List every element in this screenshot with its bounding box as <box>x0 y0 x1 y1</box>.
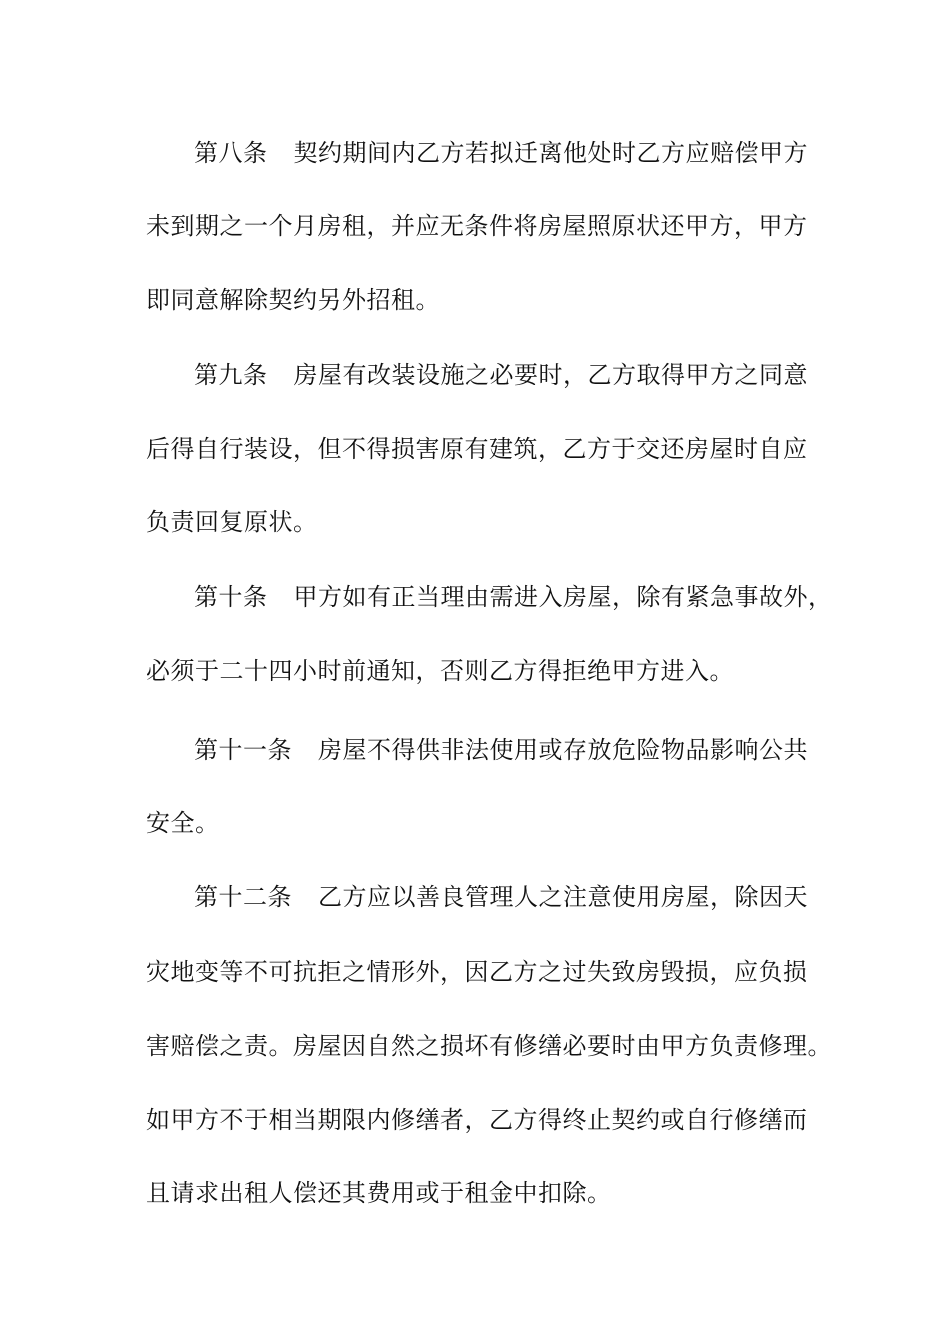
article-11-line-2: 安全。 <box>146 809 220 837</box>
article-heading: 第十一条 <box>194 736 292 764</box>
article-heading: 第十二条 <box>194 883 292 911</box>
article-8-line-1 <box>194 138 808 168</box>
article-text: 房屋不得供非法使用或存放危险物品影响公共 <box>318 736 808 764</box>
article-text: 乙方应以善良管理人之注意使用房屋，除因天 <box>318 883 808 911</box>
article-10-line-2: 必须于二十四小时前通知，否则乙方得拒绝甲方进入。 <box>146 657 734 685</box>
article-8-line-3: 即同意解除契约另外招租。 <box>146 286 440 314</box>
article-12-line-4: 如甲方不于相当期限内修缮者，乙方得终止契约或自行修缮而 <box>146 1106 808 1134</box>
article-heading: 第九条 <box>194 361 268 389</box>
article-12-line-2: 灾地变等不可抗拒之情形外，因乙方之过失致房毁损，应负损 <box>146 958 808 986</box>
article-heading: 第八条 <box>194 139 268 167</box>
article-12-line-5: 且请求出租人偿还其费用或于租金中扣除。 <box>146 1179 612 1207</box>
article-11-line-1 <box>194 735 808 765</box>
article-8-line-2: 未到期之一个月房租，并应无条件将房屋照原状还甲方，甲方 <box>146 212 808 240</box>
article-heading: 第十条 <box>194 583 268 611</box>
article-9-line-3: 负责回复原状。 <box>146 508 318 536</box>
article-10-line-1 <box>194 582 833 612</box>
article-9-line-2: 后得自行装设，但不得损害原有建筑，乙方于交还房屋时自应 <box>146 435 808 463</box>
article-12-line-1 <box>194 882 808 912</box>
article-text: 甲方如有正当理由需进入房屋，除有紧急事故外， <box>293 583 833 611</box>
article-text: 契约期间内乙方若拟迁离他处时乙方应赔偿甲方 <box>293 139 808 167</box>
article-9-line-1 <box>194 360 808 390</box>
article-12-line-3: 害赔偿之责。房屋因自然之损坏有修缮必要时由甲方负责修理。 <box>146 1032 832 1060</box>
article-text: 房屋有改装设施之必要时，乙方取得甲方之同意 <box>293 361 808 389</box>
